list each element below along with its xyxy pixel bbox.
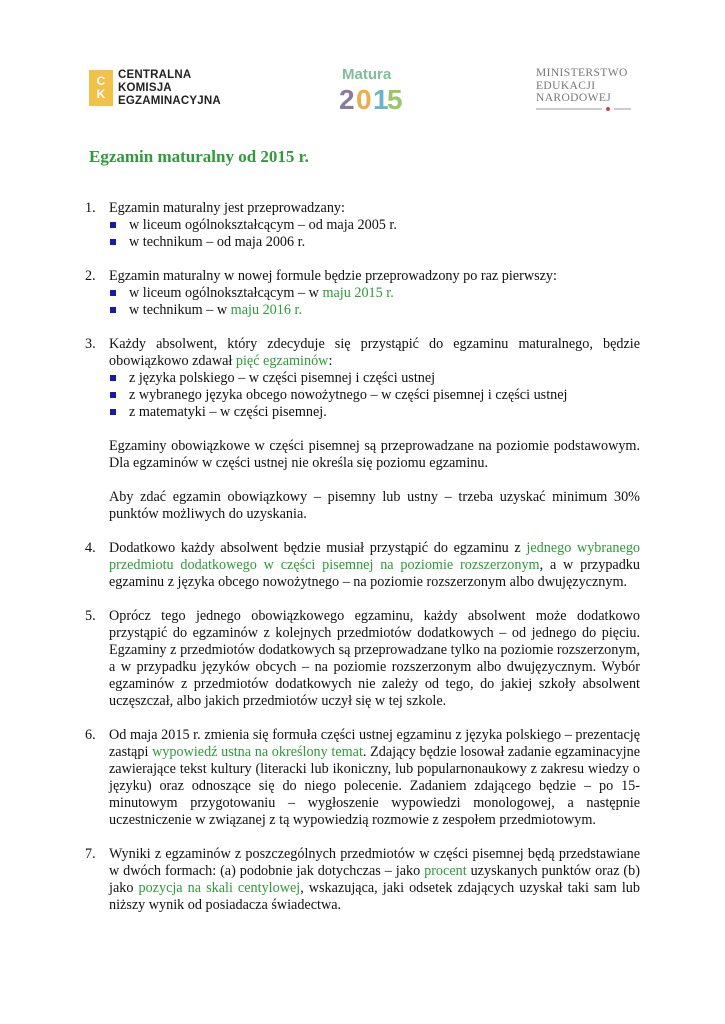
men-logo-underline-icon (536, 106, 631, 112)
matura-year-digit-1: 1 (373, 84, 389, 113)
cke-logo-text: CENTRALNA KOMISJA EGZAMINACYJNA (118, 69, 221, 107)
item-paragraph: Egzaminy obowiązkowe w części pisemnej są przeprowadzane na poziomie podstawowym. Dla egzaminów w części ustnej nie określa się poziomu egzaminu. (109, 438, 640, 471)
list-item-7 (85, 846, 640, 914)
page-title: Egzamin maturalny od 2015 r. (89, 147, 309, 166)
item-text: Oprócz tego jednego obowiązkowego egzaminu, każdy absolwent może dodatkowo przystąpić do egzaminów z kolejnych przedmiotów dodatkowych – od jednego do pięciu. Egzaminy z przedmiotów dodatkowych są przeprowadzane tylko na poziomie rozszerzonym, a w przypadku języków obcych – na poziomie rozszerzonym albo dwujęzycznym. Wybór egzaminów z przedmiotów dodatkowych nie zależy od tego, do jakiej szkoły absolwent uczęszczał, albo jakich przedmiotów uczył się w tej szkole. (109, 608, 640, 709)
cke-logo-mark: C K (89, 70, 113, 106)
matura-2015-logo (337, 66, 417, 114)
square-bullet-icon (110, 375, 116, 381)
item-text: Egzamin maturalny jest przeprowadzany: (109, 200, 345, 216)
list-item-3 (85, 336, 640, 523)
bullet-item: w technikum – od maja 2006 r. (109, 234, 640, 251)
bullet-item: w liceum ogólnokształcącym – od maja 2005 r. (109, 217, 640, 234)
highlight: pozycja na skali centylowej (138, 880, 301, 896)
page-header (0, 0, 725, 130)
matura-year-digit-2: 2 (339, 84, 355, 113)
list-item-1 (85, 200, 640, 251)
highlight: pięć egzaminów (235, 353, 329, 369)
item-number: 1. (85, 200, 96, 216)
square-bullet-icon (110, 239, 116, 245)
item-number: 5. (85, 608, 96, 624)
matura-logo-word: Matura (342, 66, 392, 83)
item-paragraph: Aby zdać egzamin obowiązkowy – pisemny lub ustny – trzeba uzyskać minimum 30% punktów możliwych do uzyskania. (109, 489, 640, 522)
list-item-4 (85, 540, 640, 591)
bullet-item: z języka polskiego – w części pisemnej i części ustnej (109, 370, 640, 387)
highlight: jednego wybranego przedmiotu dodatkowego w części pisemnej na poziomie rozszerzonym (109, 540, 641, 573)
document-body (85, 200, 640, 931)
item-text: Egzamin maturalny w nowej formule będzie przeprowadzony po raz pierwszy: (109, 268, 557, 284)
square-bullet-icon (110, 409, 116, 415)
highlight: procent (424, 863, 467, 879)
square-bullet-icon (110, 392, 116, 398)
matura-year-digit-5: 5 (387, 84, 403, 113)
bullet-item: w liceum ogólnokształcącym – w maju 2015 r. (109, 285, 640, 302)
item-number: 3. (85, 336, 96, 352)
bullet-list (109, 370, 640, 421)
item-number: 2. (85, 268, 96, 284)
item-text: Od maja 2015 r. zmienia się formuła części ustnej egzaminu z języka polskiego – prezentację zastąpi wypowiedź ustna na określony temat. Zdający będzie losował zadanie egzaminacyjne zawierające tekst kultury (literacki lub ikoniczny, lub popularnonaukowy z zakresu wiedzy o języku) oraz odnoszące się do niego polecenie. Zadaniem zdającego będzie – po 15-minutowym przygotowaniu – wygłoszenie wypowiedzi monologowej, a następnie uczestniczenie w związanej z tą wypowiedzią rozmowie z zespołem przedmiotowym. (109, 727, 641, 828)
square-bullet-icon (110, 290, 116, 296)
item-number: 4. (85, 540, 96, 556)
square-bullet-icon (110, 307, 116, 313)
list-item-5 (85, 608, 640, 710)
cke-logo (89, 70, 239, 110)
matura-logo-year (337, 83, 407, 113)
highlight: maju 2016 r. (230, 302, 302, 318)
highlight: maju 2015 r. (322, 285, 394, 301)
bullet-item: w technikum – w maju 2016 r. (109, 302, 640, 319)
item-number: 6. (85, 727, 96, 743)
list-item-6 (85, 727, 640, 829)
bullet-item: z matematyki – w części pisemnej. (109, 404, 640, 421)
bullet-list (109, 285, 640, 319)
item-text: Każdy absolwent, który zdecyduje się przystąpić do egzaminu maturalnego, będzie obowiązkowo zdawał pięć egzaminów: (109, 336, 640, 369)
matura-year-digit-0: 0 (356, 84, 372, 113)
list-item-2 (85, 268, 640, 319)
bullet-list (109, 217, 640, 251)
highlight: wypowiedź ustna na określony temat (152, 744, 363, 760)
item-text: Wyniki z egzaminów z poszczególnych przedmiotów w części pisemnej będą przedstawiane w dwóch formach: (a) podobnie jak dotychczas – jako procent uzyskanych punktów oraz (b) jako pozycja na skali centylowej, wskazująca, jaki odsetek zdających uzyskał taki sam lub niższy wynik od posiadacza świadectwa. (109, 846, 640, 913)
men-logo (536, 67, 646, 115)
item-number: 7. (85, 846, 96, 862)
bullet-item: z wybranego języka obcego nowożytnego – w części pisemnej i części ustnej (109, 387, 640, 404)
item-text: Dodatkowo każdy absolwent będzie musiał przystąpić do egzaminu z jednego wybranego przedmiotu dodatkowego w części pisemnej na poziomie rozszerzonym, a w przypadku egzaminu z języka obcego nowożytnego – na poziomie rozszerzonym albo dwujęzycznym. (109, 540, 641, 590)
square-bullet-icon (110, 222, 116, 228)
men-logo-text: MINISTERSTWO EDUKACJI NARODOWEJ (536, 67, 628, 104)
